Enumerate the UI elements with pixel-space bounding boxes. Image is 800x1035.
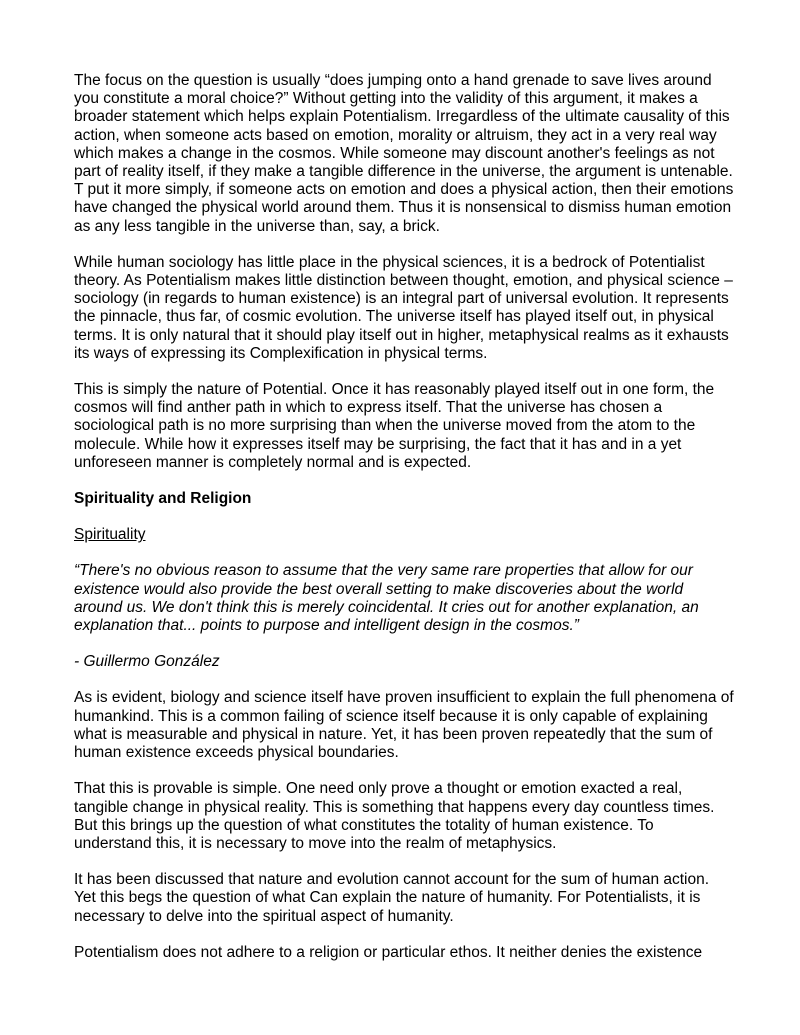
block-quote: “There's no obvious reason to assume that the very same rare properties that allow for our existence would also provide the best overall setting to make discoveries about the world around us. We don't think this is merely coincidental. It cries out for another explanation, an explanation that... points to purpose and intelligent design in the cosmos.” [74,562,699,635]
paragraph-grenade-question: The focus on the question is usually “does jumping onto a hand grenade to save lives around you constitute a moral choice?” Without getting into the validity of this argument, it makes a broader statement which helps explain Potentialism. Irregardless of the ultimate causality of this action, when someone acts based on emotion, morality or altruism, they act in a very real way which makes a change in the cosmos. While someone may discount another's feelings as not part of reality itself, if they make a tangible difference in the universe, the argument is untenable. T put it more simply, if someone acts on emotion and does a physical action, then their emotions have changed the physical world around them. Thus it is nonsensical to dismiss human emotion as any less tangible in the universe than, say, a brick. [74,72,734,235]
paragraph-biology-insufficient: As is evident, biology and science itself have proven insufficient to explain the full phenomena of humankind. This is a common failing of science itself because it is only capable of explaining what is measurable and physical in nature. Yet, it has been proven repeatedly that the sum of human existence exceeds physical boundaries. [74,689,734,762]
paragraph-spiritual-aspect: It has been discussed that nature and evolution cannot account for the sum of human action. Yet this begs the question of what Can explain the nature of humanity. For Potentialists, it is necessary to delve into the spiritual aspect of humanity. [74,871,710,925]
paragraph-provable: That this is provable is simple. One need only prove a thought or emotion exacted a real, tangible change in physical reality. This is something that happens every day countless times. But this brings up the question of what constitutes the totality of human existence. To understand this, it is necessary to move into the realm of metaphysics. [74,780,715,852]
paragraph-human-sociology: While human sociology has little place in the physical sciences, it is a bedrock of Potentialist theory. As Potentialism makes little distinction between thought, emotion, and physical science – sociology (in regards to human existence) is an integral part of universal evolution. It represents the pinnacle, thus far, of cosmic evolution. The universe itself has played itself out, in physical terms. It is only natural that it should play itself out in higher, metaphysical realms as it exhausts its ways of expressing its Complexification in physical terms. [74,253,733,362]
section-heading: Spirituality and Religion [74,490,252,508]
document-page [74,72,734,962]
paragraph-nature-of-potential: This is simply the nature of Potential. Once it has reasonably played itself out in one form, the cosmos will find anther path in which to express itself. That the universe has chosen a sociological path is no more surprising than when the universe moved from the atom to the molecule. While how it expresses itself may be surprising, the fact that it has and in a yet unforeseen manner is completely normal and is expected. [74,381,715,471]
quote-attribution: - Guillermo González [74,653,220,671]
paragraph-no-religion: Potentialism does not adhere to a religion or particular ethos. It neither denies the existence [74,943,703,961]
subsection-heading: Spirituality [74,526,146,544]
